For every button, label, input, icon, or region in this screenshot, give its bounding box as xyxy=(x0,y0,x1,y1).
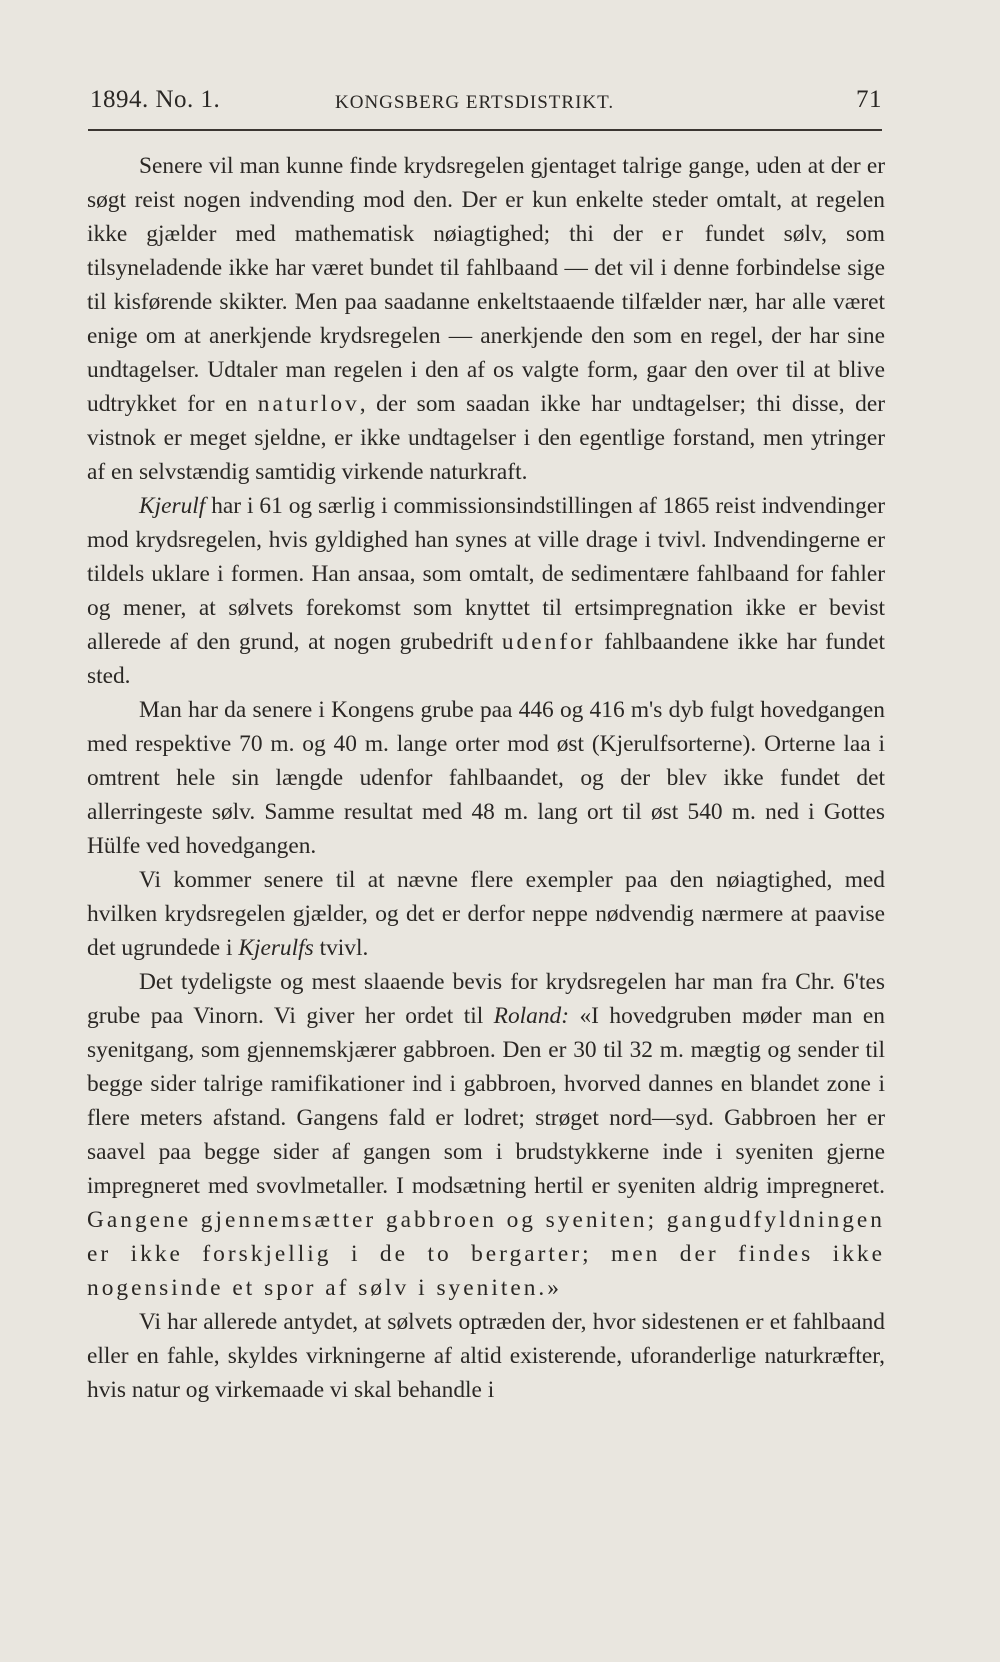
text-run: Kjerulf xyxy=(139,493,206,519)
header-rule xyxy=(88,129,882,131)
text-run: Gangene gjennemsætter gabbroen og syeniten; gangudfyldningen er ikke forskjellig i de to bergarter; men der findes ikke nogensinde et spor af sølv i syeniten.» xyxy=(87,1207,885,1301)
text-run: , der som saadan ikke har undtagelser; thi disse, der vistnok er meget sjeldne, er ikke undtagelser i den egentlige forstand, men ytringer af en selvstændig samtidig virkende naturkraft. xyxy=(87,391,885,485)
text-run: naturlov xyxy=(257,391,360,417)
paragraph xyxy=(87,965,885,1305)
text-run: er xyxy=(661,221,686,247)
text-run: «I hovedgruben møder man en syenitgang, som gjennemskjærer gabbroen. Den er 30 til 32 m. mægtig og sender til begge sider talrige ramifikationer ind i gabbroen, hvorved dannes en blandet zone i flere meters afstand. Gangens fald er lodret; strøget nord—syd. Gabbroen her er saavel paa begge sider af gangen som i brudstykkerne inde i syeniten gjerne impregneret med svovlmetaller. I modsætning hertil er syeniten aldrig impregneret. xyxy=(87,1003,885,1199)
paragraph xyxy=(87,489,885,693)
text-run: Senere vil man kunne finde krydsregelen gjentaget talrige gange, uden at der er søgt reist nogen indvending mod den. Der er kun enkelte steder omtalt, at regelen ikke gjælder med mathematisk nøiagtighed; thi der xyxy=(87,153,885,247)
text-run: Vi har allerede antydet, at sølvets optræden der, hvor sidestenen er et fahlbaand eller en fahle, skyldes virkningerne af altid existerende, uforanderlige naturkræfter, hvis natur og virkemaade vi skal behandle i xyxy=(87,1309,885,1403)
page-number: 71 xyxy=(856,86,882,113)
text-run: tvivl. xyxy=(313,935,369,961)
text-run: Det tydeligste og mest slaaende bevis for krydsregelen har man fra Chr. 6'tes grube paa Vinorn. Vi giver her ordet til xyxy=(87,969,885,1029)
text-run: fahlbaandene ikke har fundet sted. xyxy=(87,629,885,689)
text-run: har i 61 og særlig i commissionsindstillingen af 1865 reist indvendinger mod krydsregelen, hvis gyldighed han synes at ville drage i tvivl. Indvendingerne er tildels uklare i formen. Han ansaa, som omtalt, de sedimentære fahlbaand for fahler og mener, at sølvets forekomst som knyttet til ertsimpregnation ikke er bevist allerede af den grund, at nogen grubedrift xyxy=(87,493,885,655)
header-title: KONGSBERG ERTSDISTRIKT. xyxy=(335,92,615,113)
paragraph xyxy=(87,863,885,965)
text-run: Vi kommer senere til at nævne flere exempler paa den nøiagtighed, med hvilken krydsregelen gjælder, og det er derfor neppe nødvendig nærmere at paavise det ugrundede i xyxy=(87,867,885,961)
text-run: fundet sølv, som tilsyneladende ikke har været bundet til fahlbaand — det vil i denne forbindelse sige til kisførende skikter. Men paa saadanne enkeltstaaende tilfælder nær, har alle været enige om at anerkjende krydsregelen — anerkjende den som en regel, der har sine undtagelser. Udtaler man regelen i den af os valgte form, gaar den over til at blive udtrykket for en xyxy=(87,221,885,417)
text-run: Kjerulfs xyxy=(238,935,314,961)
paragraph xyxy=(87,1305,885,1407)
body-text xyxy=(87,149,885,1407)
text-run: udenfor xyxy=(501,629,596,655)
running-header xyxy=(90,86,882,122)
text-run: Man har da senere i Kongens grube paa 446 og 416 m's dyb fulgt hovedgangen med respektive 70 m. og 40 m. lange orter mod øst (Kjerulfsorterne). Orterne laa i omtrent hele sin længde udenfor fahlbaandet, og der blev ikke fundet det allerringeste sølv. Samme resultat med 48 m. lang ort til øst 540 m. ned i Gottes Hülfe ved hovedgangen. xyxy=(87,697,885,859)
text-run: Roland: xyxy=(493,1003,570,1029)
paragraph xyxy=(87,693,885,863)
paragraph xyxy=(87,149,885,489)
header-year-number: 1894. No. 1. xyxy=(90,86,221,113)
